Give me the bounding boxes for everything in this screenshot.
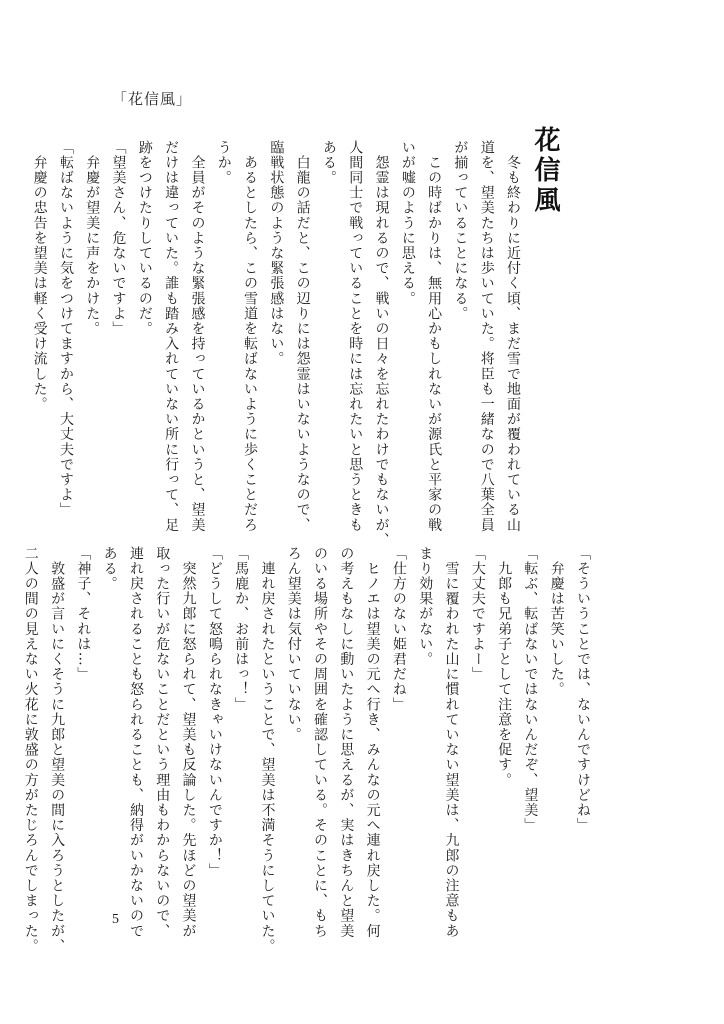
- text-line: 全員がそのような緊張感を持っているかというと、望美: [189, 140, 206, 533]
- text-line: 「そういうことでは、ないんですけどね」: [575, 546, 591, 833]
- text-line: ヒノエは望美の元へ行き、みんなの元へ連れ戻した。何: [364, 546, 381, 939]
- text-line: 「大丈夫ですよー」: [469, 546, 486, 682]
- text-line: この時ばかりは、無用心かもしれないが源氏と平家の戦: [426, 140, 443, 533]
- text-line: のいる場所やその周囲を確認している。そのことに、もち: [312, 546, 329, 939]
- text-line: 臨戦状態のような緊張感はない。: [268, 140, 285, 367]
- text-line: 白龍の話だと、この辺りには怨霊はいないようなので、: [294, 140, 311, 533]
- text-line: 弁慶が望美に声をかけた。: [84, 140, 101, 337]
- text-line: 突然九郎に怒られて、望美も反論した。先ほどの望美が: [180, 546, 197, 939]
- text-line: 敦盛が言いにくそうに九郎と望美の間に入ろうとしたが、: [49, 546, 66, 954]
- text-line: ある。: [101, 546, 118, 592]
- text-line: だけは違っていた。誰も踏み入れていない所に行って、足: [163, 140, 180, 533]
- text-line: 連れ戻されることも怒られることも、納得がいかないので: [127, 546, 144, 939]
- text-line: 「仕方のない姫君だね」: [390, 546, 407, 713]
- text-line: ろん望美は気付いていない。: [285, 546, 302, 743]
- text-line: 二人の間の見えない火花に敦盛の方がたじろんでしまった。: [22, 546, 39, 954]
- chapter-title: 花信風: [530, 126, 560, 216]
- text-line: 取った行いが危ないことだという理由もわからないので、: [154, 546, 171, 939]
- text-line: 人間同士で戦っていることを時には忘れたいと思うときも: [347, 140, 364, 533]
- upper-text-block: [31, 140, 526, 548]
- text-line: 「望美さん、危ないですよ」: [110, 140, 127, 337]
- text-line: 「馬鹿か、お前はっ！」: [233, 546, 250, 713]
- text-line: が揃っていることになる。: [452, 140, 469, 322]
- text-line: 連れ戻されたということで、望美は不満そうにしていた。: [259, 546, 276, 954]
- text-line: 弁慶は苦笑いした。: [548, 546, 565, 697]
- text-line: 雪に覆われた山に慣れていない望美は、九郎の注意もあ: [443, 546, 460, 939]
- text-line: うか。: [215, 140, 232, 186]
- text-line: 「転ばないように気をつけてますから、大丈夫ですよ」: [57, 140, 74, 518]
- text-line: 「どうして怒鳴られなきゃいけないんですか！」: [206, 546, 223, 879]
- text-line: 九郎も兄弟子として注意を促す。: [496, 546, 513, 788]
- running-header-title: 「花信風」: [112, 90, 193, 108]
- text-line: あるとしたら、この雪道を転ばないように歩くことだろ: [242, 140, 259, 533]
- text-line: 冬も終わりに近付く頃、まだ雪で地面が覆われている山: [505, 140, 521, 533]
- text-line: 「神子、それは…」: [75, 546, 92, 682]
- text-line: 「転ぶ、転ばないではないんだぞ、望美」: [522, 546, 539, 833]
- text-line: 跡をつけたりしているのだ。: [136, 140, 153, 337]
- text-line: の考えもなしに動いたように思えるが、実はきちんと望美: [338, 546, 355, 939]
- text-line: 道を、望美たちは歩いていた。将臣も一緒なので八葉全員: [478, 140, 495, 533]
- lower-text-block: [22, 546, 596, 954]
- text-line: ある。: [320, 140, 337, 186]
- page-number: 5: [112, 912, 119, 927]
- text-line: 弁慶の忠告を望美は軽く受け流した。: [31, 140, 48, 412]
- text-line: まり効果がない。: [417, 546, 434, 667]
- text-line: 怨霊は現れるので、戦いの日々を忘れたわけでもないが、: [373, 140, 390, 548]
- text-line: いが嘘のように思える。: [399, 140, 416, 307]
